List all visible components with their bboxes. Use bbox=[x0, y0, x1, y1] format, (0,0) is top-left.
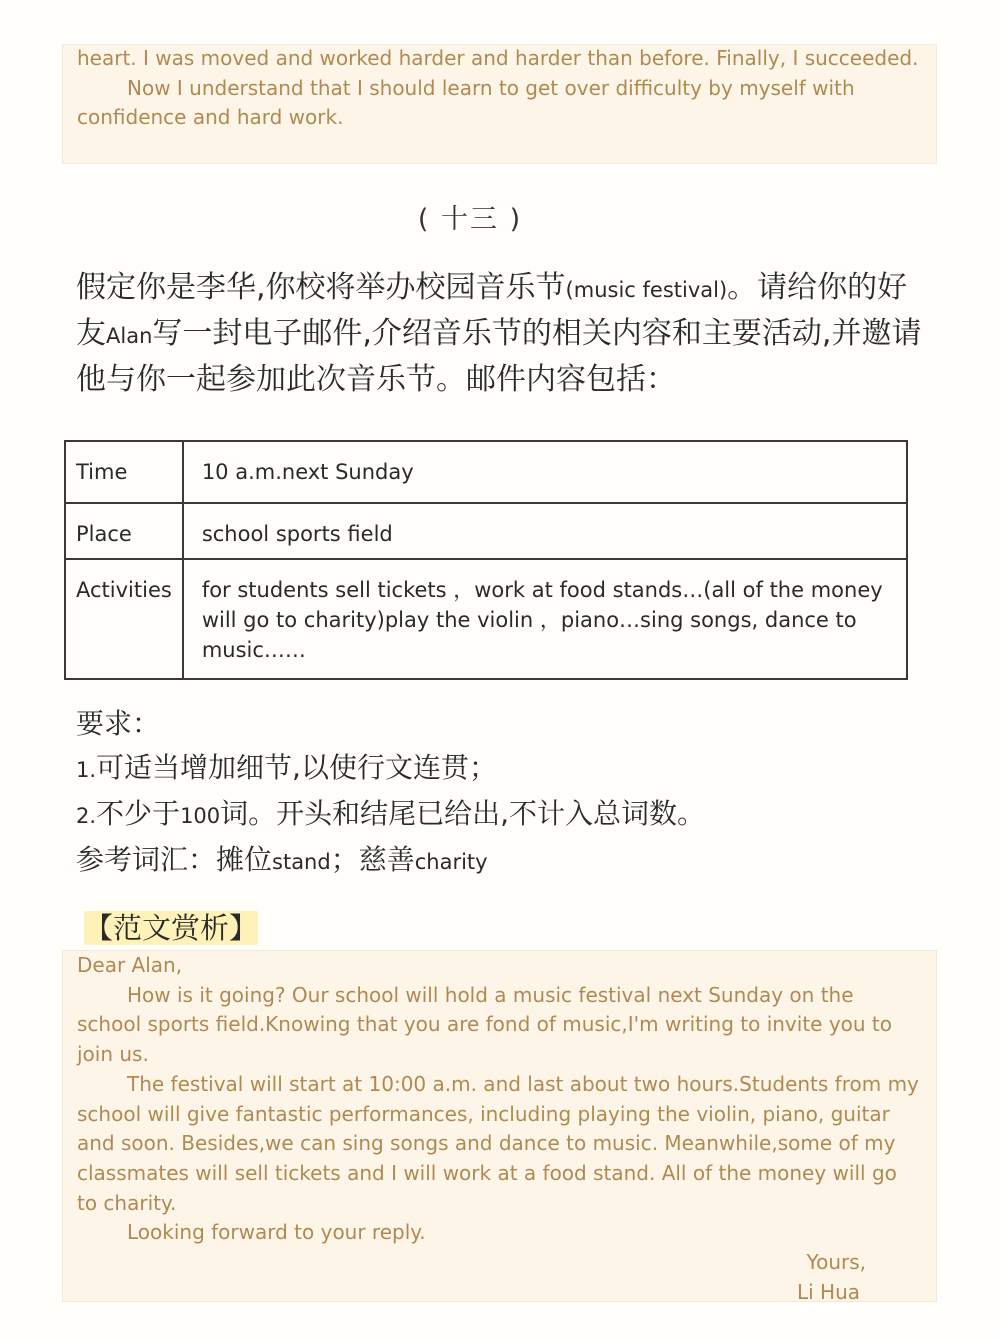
vocab-text: stand bbox=[272, 850, 331, 874]
item-number: 2. bbox=[76, 804, 97, 828]
essay-signature: Li Hua bbox=[796, 1279, 860, 1304]
item-text: 不少于 bbox=[96, 797, 181, 830]
essay-paragraph: The festival will start at 10:00 a.m. and last about two hours.Students from my school will give fantastic performances, including playing the violin, piano, guitar and soon. Besides,we can sing songs and dance to music. Meanwhile,some of my classmates will sell tickets and I will work at a food stand. All of the money will go to charity. bbox=[77, 1071, 919, 1215]
vocab-text: 参考词汇：摊位 bbox=[76, 843, 273, 876]
model-essay-heading bbox=[84, 906, 258, 947]
essay-line: Now I understand that I should learn to get over difficulty by myself with confidence and hard work. bbox=[77, 75, 855, 130]
essay-closing: Yours, bbox=[806, 1250, 866, 1275]
row-label: Time bbox=[65, 441, 183, 503]
info-table bbox=[64, 440, 908, 680]
prompt-text: (music festival) bbox=[565, 278, 728, 302]
requirement-item bbox=[76, 746, 936, 792]
row-value: 10 a.m.next Sunday bbox=[183, 441, 907, 503]
row-label: Place bbox=[65, 503, 183, 559]
row-value: for students sell tickets ，work at food stands…(all of the money will go to charity)play the violin ，piano…sing songs, dance to music…… bbox=[183, 559, 907, 679]
model-essay bbox=[62, 950, 937, 1302]
heading-text: 【范文赏析】 bbox=[84, 911, 259, 945]
vocab-text: ；慈善 bbox=[330, 843, 415, 876]
prompt-text: Alan bbox=[106, 324, 153, 348]
row-value: school sports field bbox=[183, 503, 907, 559]
item-text: 100 bbox=[180, 804, 221, 828]
requirement-item bbox=[76, 792, 936, 838]
table-row bbox=[65, 441, 907, 503]
item-text: 可适当增加细节,以使行文连贯； bbox=[96, 751, 497, 784]
table-row bbox=[65, 503, 907, 559]
vocab-text: charity bbox=[414, 850, 488, 874]
prompt-text: 写一封电子邮件,介绍音乐节的相关内容和主要活动,并邀请他与你一起参加此次音乐节。邮件内容包括： bbox=[76, 316, 922, 397]
previous-essay-excerpt bbox=[62, 44, 937, 164]
item-text: 词。开头和结尾已给出,不计入总词数。 bbox=[220, 797, 706, 830]
prompt-text: 假定你是李华,你校将举办校园音乐节 bbox=[76, 270, 566, 305]
requirements-title: 要求： bbox=[76, 707, 161, 740]
writing-prompt bbox=[76, 266, 926, 402]
essay-paragraph: Looking forward to your reply. bbox=[127, 1220, 426, 1245]
reference-vocab bbox=[76, 838, 936, 884]
table-row bbox=[65, 559, 907, 679]
essay-paragraph: How is it going? Our school will hold a music festival next Sunday on the school sports field.Knowing that you are fond of music,I'm writing to invite you to join us. bbox=[77, 982, 893, 1067]
prompt-text: 。请给你的好友 bbox=[76, 270, 908, 351]
essay-greeting: Dear Alan, bbox=[77, 953, 183, 977]
row-label: Activities bbox=[65, 559, 183, 679]
requirements bbox=[76, 702, 936, 884]
section-number: ( 十三 ) bbox=[417, 204, 523, 235]
item-number: 1. bbox=[76, 758, 97, 782]
essay-line: heart. I was moved and worked harder and harder than before. Finally, I succeeded. bbox=[77, 46, 919, 70]
